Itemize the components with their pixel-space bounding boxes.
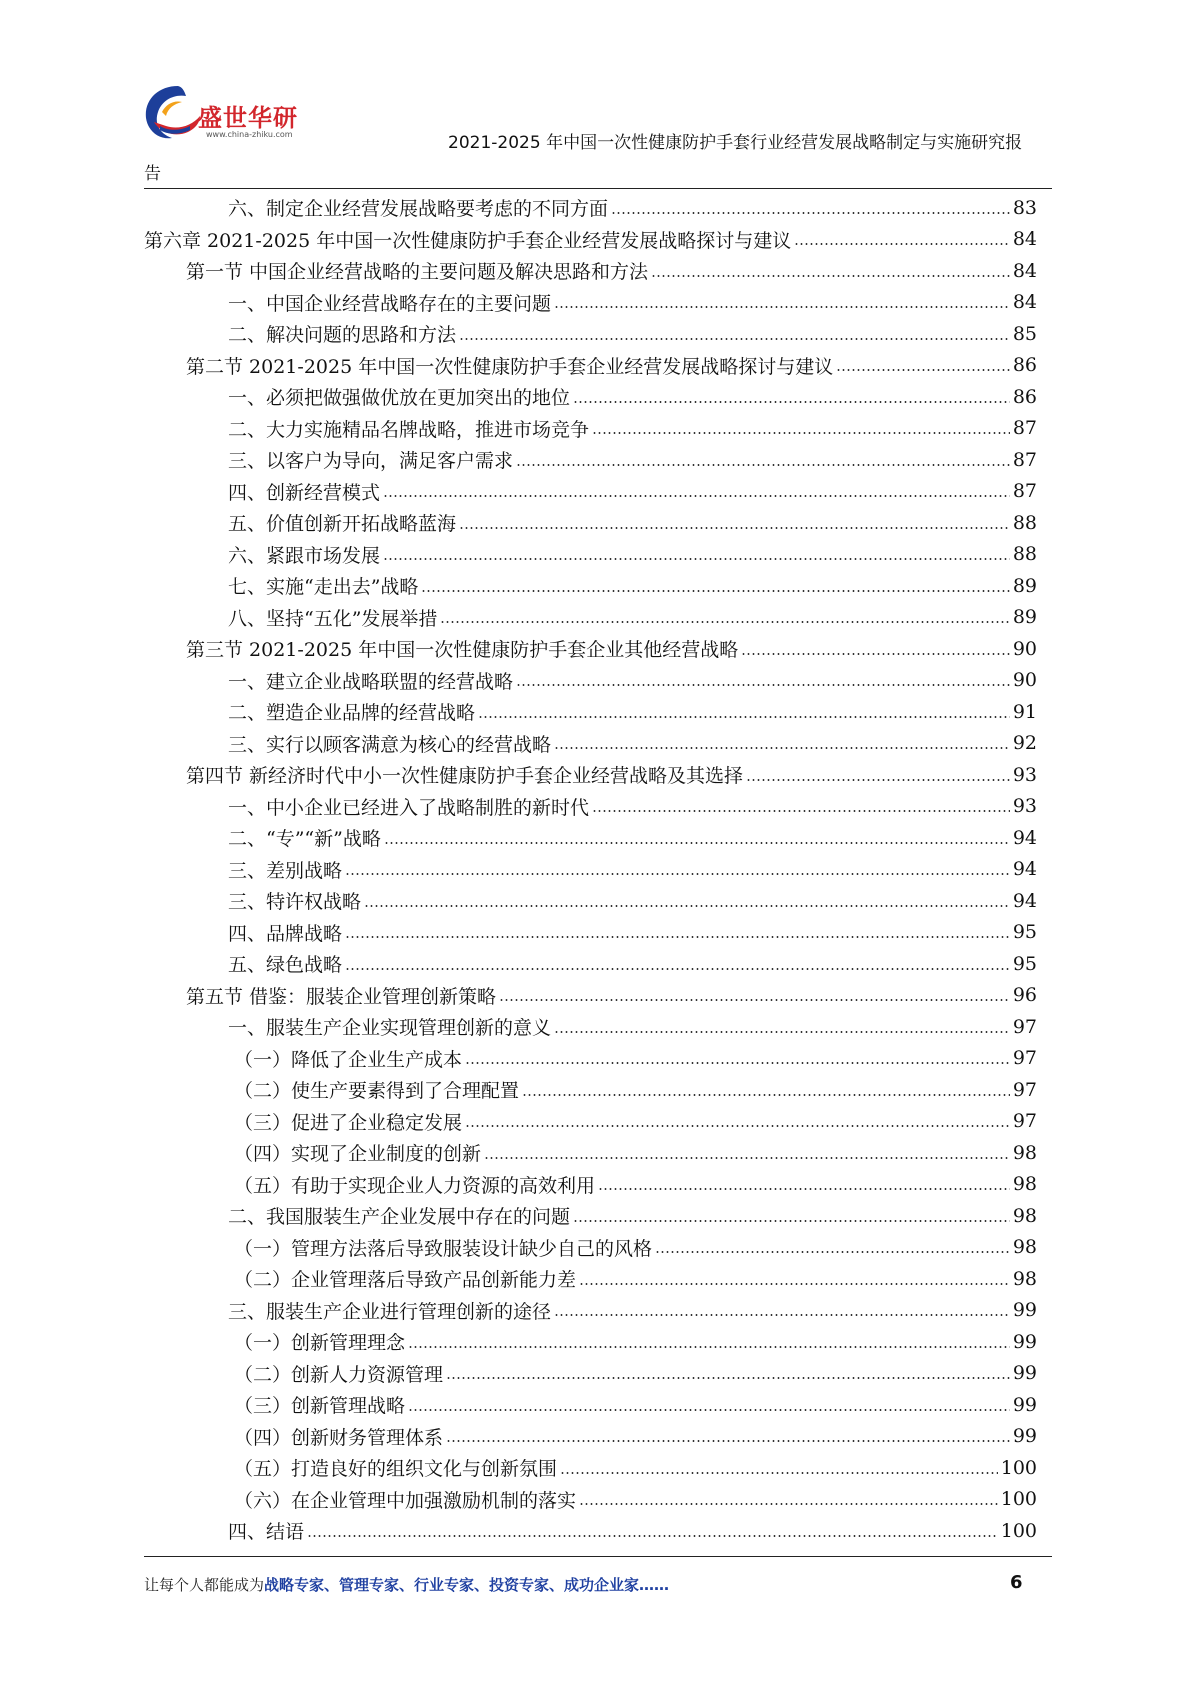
toc-entry-page: 95 <box>1012 952 1037 975</box>
toc-entry[interactable] <box>144 1043 1037 1075</box>
toc-entry-page: 93 <box>1012 795 1037 818</box>
toc-entry[interactable] <box>144 696 1037 728</box>
toc-leader-dots <box>408 1346 1010 1348</box>
toc-leader-dots <box>465 1062 1010 1064</box>
toc-entry[interactable] <box>144 1232 1037 1264</box>
toc-entry-page: 100 <box>1000 1519 1037 1542</box>
toc-leader-dots <box>579 1283 1010 1285</box>
toc-leader-dots <box>383 558 1010 560</box>
toc-entry-title: （四）实现了企业制度的创新 <box>234 1143 482 1166</box>
toc-entry[interactable] <box>144 633 1037 665</box>
toc-entry[interactable] <box>144 1326 1037 1358</box>
logo-url: www.china-zhiku.com <box>206 130 293 139</box>
company-logo <box>140 82 310 152</box>
toc-entry[interactable] <box>144 255 1037 287</box>
toc-entry-title: （二）使生产要素得到了合理配置 <box>234 1080 520 1103</box>
toc-entry[interactable] <box>144 791 1037 823</box>
toc-entry-page: 89 <box>1012 606 1037 629</box>
toc-entry[interactable] <box>144 413 1037 445</box>
toc-entry-title: （三）促进了企业稳定发展 <box>234 1111 463 1134</box>
toc-leader-dots <box>345 873 1010 875</box>
toc-entry-title: （四）创新财务管理体系 <box>234 1426 444 1449</box>
toc-entry-title: 第四节 新经济时代中小一次性健康防护手套企业经营战略及其选择 <box>186 765 744 788</box>
toc-entry-title: 第二节 2021-2025 年中国一次性健康防护手套企业经营发展战略探讨与建议 <box>186 355 834 378</box>
toc-entry-page: 94 <box>1012 889 1037 912</box>
toc-leader-dots <box>598 1188 1010 1190</box>
toc-leader-dots <box>741 653 1010 655</box>
toc-entry-page: 90 <box>1012 669 1037 692</box>
toc-entry-page: 98 <box>1012 1236 1037 1259</box>
toc-entry-title: 第三节 2021-2025 年中国一次性健康防护手套企业其他经营战略 <box>186 639 739 662</box>
toc-entry[interactable] <box>144 948 1037 980</box>
toc-entry[interactable] <box>144 1515 1037 1547</box>
toc-entry-page: 90 <box>1012 637 1037 660</box>
toc-entry-title: 二、塑造企业品牌的经营战略 <box>228 702 476 725</box>
toc-entry-title: （三）创新管理战略 <box>234 1395 406 1418</box>
toc-entry-title: 四、品牌战略 <box>228 922 343 945</box>
toc-entry-title: 第六章 2021-2025 年中国一次性健康防护手套企业经营发展战略探讨与建议 <box>144 229 792 252</box>
toc-entry[interactable] <box>144 854 1037 886</box>
toc-entry[interactable] <box>144 728 1037 760</box>
toc-entry-page: 97 <box>1012 1015 1037 1038</box>
toc-entry-page: 86 <box>1012 354 1037 377</box>
toc-entry-title: 三、以客户为导向，满足客户需求 <box>228 450 514 473</box>
toc-entry[interactable] <box>144 665 1037 697</box>
toc-entry-title: （六）在企业管理中加强激励机制的落实 <box>234 1489 577 1512</box>
toc-entry-page: 99 <box>1012 1393 1037 1416</box>
toc-entry-page: 88 <box>1012 511 1037 534</box>
toc-entry-title: 二、大力实施精品名牌战略，推进市场竞争 <box>228 418 590 441</box>
footer-slogan-highlight: 战略专家、管理专家、行业专家、投资专家、成功企业家…… <box>264 1576 670 1594</box>
toc-entry-page: 83 <box>1012 196 1037 219</box>
toc-entry[interactable] <box>144 1389 1037 1421</box>
toc-leader-dots <box>459 338 1010 340</box>
toc-leader-dots <box>554 747 1010 749</box>
toc-entry[interactable] <box>144 1106 1037 1138</box>
footer-slogan-prefix: 让每个人都能成为 <box>144 1576 265 1594</box>
toc-entry-page: 99 <box>1012 1299 1037 1322</box>
toc-leader-dots <box>478 716 1010 718</box>
toc-entry[interactable] <box>144 381 1037 413</box>
toc-entry-page: 89 <box>1012 574 1037 597</box>
toc-entry-page: 86 <box>1012 385 1037 408</box>
toc-entry-title: 三、服装生产企业进行管理创新的途径 <box>228 1300 552 1323</box>
toc-leader-dots <box>364 905 1010 907</box>
toc-entry[interactable] <box>144 1169 1037 1201</box>
toc-entry[interactable] <box>144 444 1037 476</box>
toc-leader-dots <box>560 1472 998 1474</box>
toc-leader-dots <box>592 432 1010 434</box>
toc-entry-title: 二、我国服装生产企业发展中存在的问题 <box>228 1206 571 1229</box>
toc-entry-title: （五）有助于实现企业人力资源的高效利用 <box>234 1174 596 1197</box>
toc-entry-page: 98 <box>1012 1204 1037 1227</box>
toc-leader-dots <box>383 495 1010 497</box>
toc-entry[interactable] <box>144 759 1037 791</box>
toc-entry[interactable] <box>144 539 1037 571</box>
toc-entry-title: （二）创新人力资源管理 <box>234 1363 444 1386</box>
toc-entry-page: 98 <box>1012 1141 1037 1164</box>
logo-name: 盛世华研 <box>198 104 298 132</box>
toc-leader-dots <box>579 1503 998 1505</box>
toc-entry[interactable] <box>144 192 1037 224</box>
toc-leader-dots <box>554 306 1010 308</box>
toc-entry-title: 八、坚持“五化”发展举措 <box>228 607 438 630</box>
toc-entry[interactable] <box>144 1011 1037 1043</box>
toc-entry-title: 三、特许权战略 <box>228 891 362 914</box>
table-of-contents <box>144 192 1037 1547</box>
toc-entry-page: 94 <box>1012 858 1037 881</box>
toc-entry-page: 93 <box>1012 763 1037 786</box>
toc-entry[interactable] <box>144 1452 1037 1484</box>
toc-entry-title: 第一节 中国企业经营战略的主要问题及解决思路和方法 <box>186 261 649 284</box>
logo-swirl-icon <box>140 82 202 148</box>
toc-entry-page: 99 <box>1012 1425 1037 1448</box>
toc-entry-title: 二、解决问题的思路和方法 <box>228 324 457 347</box>
toc-entry-title: （一）管理方法落后导致服装设计缺少自己的风格 <box>234 1237 653 1260</box>
toc-leader-dots <box>484 1157 1010 1159</box>
toc-leader-dots <box>746 779 1010 781</box>
toc-entry-title: 七、实施“走出去”战略 <box>228 576 419 599</box>
toc-leader-dots <box>655 1251 1010 1253</box>
toc-entry[interactable] <box>144 570 1037 602</box>
toc-leader-dots <box>651 275 1010 277</box>
toc-leader-dots <box>446 1377 1010 1379</box>
toc-entry-page: 97 <box>1012 1047 1037 1070</box>
toc-entry[interactable] <box>144 287 1037 319</box>
toc-entry-title: 一、中小企业已经进入了战略制胜的新时代 <box>228 796 590 819</box>
toc-entry-title: 五、价值创新开拓战略蓝海 <box>228 513 457 536</box>
toc-entry-page: 92 <box>1012 732 1037 755</box>
toc-entry-page: 100 <box>1000 1488 1037 1511</box>
toc-entry-page: 87 <box>1012 480 1037 503</box>
toc-entry[interactable] <box>144 1484 1037 1516</box>
toc-entry-page: 87 <box>1012 417 1037 440</box>
toc-entry[interactable] <box>144 224 1037 256</box>
toc-leader-dots <box>554 1031 1010 1033</box>
toc-entry-title: 五、绿色战略 <box>228 954 343 977</box>
toc-entry-title: （五）打造良好的组织文化与创新氛围 <box>234 1458 558 1481</box>
toc-entry-title: 二、“专”“新”战略 <box>228 828 381 851</box>
toc-entry-title: 六、制定企业经营发展战略要考虑的不同方面 <box>228 198 609 221</box>
toc-entry[interactable] <box>144 602 1037 634</box>
toc-leader-dots <box>465 1125 1010 1127</box>
toc-leader-dots <box>836 369 1010 371</box>
toc-leader-dots <box>408 1409 1010 1411</box>
toc-leader-dots <box>307 1535 998 1537</box>
toc-entry[interactable] <box>144 1074 1037 1106</box>
toc-entry-page: 98 <box>1012 1173 1037 1196</box>
toc-leader-dots <box>459 527 1010 529</box>
toc-entry-title: 第五节 借鉴：服装企业管理创新策略 <box>186 985 497 1008</box>
toc-leader-dots <box>440 621 1009 623</box>
toc-entry-title: 三、差别战略 <box>228 859 343 882</box>
toc-entry-title: 一、建立企业战略联盟的经营战略 <box>228 670 514 693</box>
toc-entry-page: 95 <box>1012 921 1037 944</box>
footer-divider <box>144 1556 1052 1557</box>
toc-entry[interactable] <box>144 1263 1037 1295</box>
header-divider <box>144 188 1052 189</box>
page-number: 6 <box>1010 1572 1023 1593</box>
toc-entry-page: 96 <box>1012 984 1037 1007</box>
toc-entry-page: 94 <box>1012 826 1037 849</box>
toc-entry-page: 97 <box>1012 1110 1037 1133</box>
toc-leader-dots <box>516 464 1010 466</box>
toc-entry-title: 六、紧跟市场发展 <box>228 544 381 567</box>
toc-entry-title: （一）降低了企业生产成本 <box>234 1048 463 1071</box>
toc-entry-page: 97 <box>1012 1078 1037 1101</box>
toc-leader-dots <box>573 401 1010 403</box>
toc-entry-page: 87 <box>1012 448 1037 471</box>
toc-entry[interactable] <box>144 1295 1037 1327</box>
toc-entry[interactable] <box>144 1421 1037 1453</box>
toc-entry[interactable] <box>144 1137 1037 1169</box>
toc-leader-dots <box>499 999 1010 1001</box>
toc-leader-dots <box>345 936 1010 938</box>
toc-entry-title: 四、创新经营模式 <box>228 481 381 504</box>
toc-entry[interactable] <box>144 507 1037 539</box>
toc-leader-dots <box>345 968 1010 970</box>
toc-entry-page: 100 <box>1000 1456 1037 1479</box>
toc-entry-page: 88 <box>1012 543 1037 566</box>
toc-entry-page: 84 <box>1012 228 1037 251</box>
toc-entry-page: 91 <box>1012 700 1037 723</box>
toc-entry[interactable] <box>144 822 1037 854</box>
toc-entry[interactable] <box>144 885 1037 917</box>
toc-leader-dots <box>592 810 1010 812</box>
toc-entry[interactable] <box>144 318 1037 350</box>
toc-entry[interactable] <box>144 350 1037 382</box>
toc-leader-dots <box>554 1314 1010 1316</box>
toc-leader-dots <box>446 1440 1010 1442</box>
toc-entry-page: 98 <box>1012 1267 1037 1290</box>
toc-entry-title: 一、中国企业经营战略存在的主要问题 <box>228 292 552 315</box>
toc-entry[interactable] <box>144 980 1037 1012</box>
toc-entry[interactable] <box>144 917 1037 949</box>
toc-entry-title: 一、服装生产企业实现管理创新的意义 <box>228 1017 552 1040</box>
toc-leader-dots <box>384 842 1010 844</box>
toc-entry-title: 三、实行以顾客满意为核心的经营战略 <box>228 733 552 756</box>
toc-entry[interactable] <box>144 1200 1037 1232</box>
toc-leader-dots <box>522 1094 1010 1096</box>
footer-slogan <box>144 1574 669 1595</box>
toc-leader-dots <box>516 684 1010 686</box>
toc-entry-title: （二）企业管理落后导致产品创新能力差 <box>234 1269 577 1292</box>
toc-entry[interactable] <box>144 1358 1037 1390</box>
document-title-continuation: 告 <box>144 164 161 184</box>
toc-entry[interactable] <box>144 476 1037 508</box>
document-title: 2021-2025 年中国一次性健康防护手套行业经营发展战略制定与实施研究报 <box>448 133 1023 153</box>
toc-entry-page: 85 <box>1012 322 1037 345</box>
toc-entry-title: （一）创新管理理念 <box>234 1332 406 1355</box>
toc-entry-page: 99 <box>1012 1362 1037 1385</box>
toc-entry-title: 一、必须把做强做优放在更加突出的地位 <box>228 387 571 410</box>
toc-entry-page: 99 <box>1012 1330 1037 1353</box>
toc-leader-dots <box>611 212 1010 214</box>
toc-leader-dots <box>573 1220 1010 1222</box>
toc-entry-page: 84 <box>1012 259 1037 282</box>
toc-entry-page: 84 <box>1012 291 1037 314</box>
toc-leader-dots <box>421 590 1009 592</box>
toc-entry-title: 四、结语 <box>228 1521 305 1544</box>
page-header <box>0 0 1191 190</box>
toc-leader-dots <box>794 243 1010 245</box>
